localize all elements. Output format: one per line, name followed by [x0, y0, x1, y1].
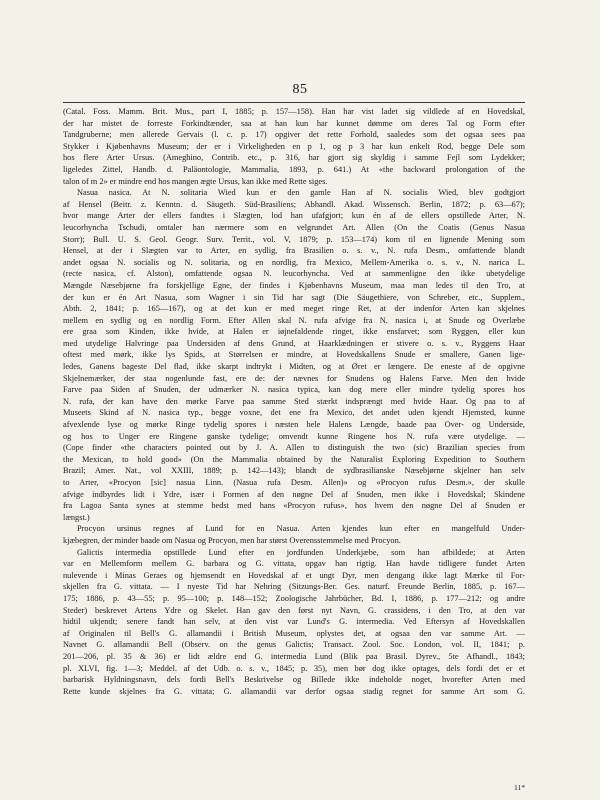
signature-mark: 11*	[514, 783, 526, 792]
text-line: Rette kunde skjelnes fra G. vittata; G. allamandii var derfor ogsaa stadig regnet for samme Art som G.	[63, 686, 525, 696]
text-line: Storr); Bull. U. S. Geol. Geogr. Surv. Territ., vol. V, 1879; p. 153—174) kom til en lignende Mening som	[63, 234, 525, 244]
text-line: Mængde Næsebjørne fra forskjellige Egne, der findes i Kjøbenhavns Museum, maa man ledes til den Tro, at	[63, 280, 525, 290]
text-line: hvor mange Arter der ellers fandtes i Slægten, lod han ufafgjort; kun én af de ellers opstillede Arter, N.	[63, 211, 525, 221]
text-line: var en Mellemform mellem G. barbara og G. vittata, opgav han rigtig. Han havde tidligere fundet Arten	[63, 559, 525, 569]
page-number: 85	[292, 82, 308, 97]
text-line: Steder) beskrevet Artens Ydre og Skelet. Han gav den først nyt Navn, G. crassidens, i den Tro, at den var	[63, 605, 525, 615]
text-line: (recte nasica, cf. Alston), omfattende ogsaa N. leucorhyncha. Ved at sammenligne den ikke ubetydelige	[63, 269, 525, 279]
text-line: 201—206, pl. 35 & 36) er lidt ældre end G. intermedia Lund (Blik paa Brasil. Dyrev., 5te Afhandl., 1843;	[63, 651, 525, 661]
text-line: kjæbegren, der minder baade om Nasua og Procyon, men har størst Overensstemmelse med Procyon.	[63, 535, 401, 545]
text-line: Abth. 2, 1841; p. 165—167), og at det kun er med meget ringe Ret, at der indenfor Arten kan skjelnes	[63, 304, 525, 314]
text-line: længst.)	[63, 512, 90, 522]
text-line: af Hensel (Beitr. z. Kenntn. d. Säugeth. Süd-Brasiliens; Abhandl. Akad. Wissensch. Berlin, 1872; p. 63—67);	[63, 199, 525, 209]
text-line: (Catal. Foss. Mamm. Brit. Mus., part I, 1885; p. 157—158). Han har vist ladet sig vildlede af en Hovedskal,	[63, 107, 525, 116]
text-line: the Mexican, to hold good» (On the Mammalia obtained by the Naturalist Exploring Expedition to Southern	[63, 454, 525, 464]
text-line: og hos to Unger ere Ringene ganske tydelige; omvendt kunne Ringene hos N. rufa være utydelige. —	[63, 431, 525, 441]
text-line: ligeledes Zittel, Handb. d. Paläontologie, Mammalia, 1893, p. 641.) At «the backward prolongation of the	[63, 164, 525, 174]
text-line: fra Lagoa Santa synes at stemme bedst med hans «Procyon rufus», hos hvem den nøgne Del af Snuden er	[63, 501, 525, 511]
text-line: nulevende i Minas Geraes og hjemsendt en Hovedskal af et ungt Dyr, men dengang ikke lagt Mærke til For-	[63, 570, 525, 580]
text-line: leucorhyncha Tschudi, omtaler han nærmere som en velgrundet Art. Allen (On the Coatis (Genus Nasua	[63, 222, 525, 232]
text-line: oftest med mørk, ikke lys Spids, at Størrelsen er mindre, at Hovedskallens Snude er smallere, Ganen lige-	[63, 350, 525, 360]
text-line: afvige indbyrdes lidt i Ydre, især i Formen af den nøgne Del af Snuden, men ikke i Hovedskal; Skindene	[63, 489, 525, 499]
text-line: barbarisk Hyldningsnavn, dels fordi Bell's Beskrivelse og Billede ikke indeholde noget, hvorefter Arten med	[63, 675, 525, 685]
text-line: to Arter, «Procyon [sic] nasua Linn. (Nasua rufa Desm. Allen)» og «Procyon rufus Desm.», der skulle	[63, 478, 525, 487]
text-line: (Cope finder «the characters pointed out by J. A. Allen to distinguish the two (sic) Brazilian species from	[63, 443, 525, 453]
text-line: pl. XLVI, fig. 1—3; Meddel. af det Udb. o. s. v., 1845; p. 35), men bør dog ikke optages, dels fordi det er et	[63, 663, 525, 673]
text-line: 175; 1886, p. 43—55; p. 95—100; p. 148—152; Zoologische Jahrbücher, Bd. I, 1886, p. 177—212; og andre	[63, 593, 525, 603]
text-line: hos flere Arter Ursus. (Ameghino, Contrib. etc., p. 316, har gjort sig skyldig i samme Fejl som Lydekker;	[63, 153, 525, 163]
text-line: N. rufa, der kan have den mørke Farve paa samme Sted stærkt indsprængt med hvide Haar. Og paa to af	[63, 396, 525, 406]
text-line: Tandgruberne; men allerede Gervais (l. c. p. 17) opgiver det rette Forhold, saaledes som det ogsaa sees paa	[63, 130, 525, 140]
text-line: skjellen fra G. vittata. — I nyeste Tid har Nehring (Sitzungs-Ber. Ges. naturf. Freunde Berlin, 1885, p. 167—	[63, 582, 525, 592]
text-line: Galictis intermedia opstillede Lund efter en jordfunden Underkjæbe, som han afbildede; at Arten	[77, 547, 525, 557]
text-line: Skjelnemærker, der staa nogenlunde fast, ere de: der nævnes for Snudens og Halens Farve. Men den hvide	[63, 373, 525, 383]
text-line: Brazil; Amer. Nat., vol XXIII, 1889; p. 142—143); blandt de sydbrasilianske Næsebjørne skjelner han selv	[63, 466, 525, 476]
text-line: af Originalen til Bell's G. allamandii i British Museum, oplystes det, at ogsaa den var samme Art. —	[63, 628, 525, 638]
text-line: Stykker i Kjøbenhavns Museum; der er i Virkeligheden en p 1, og p 3 har kun enkelt Rod, begge Dele som	[63, 141, 525, 151]
text-line: der har mistet de forreste Forkindtænder, saa at han kun har kunnet dømme om deres Tal og Form efter	[63, 118, 525, 128]
text-line: Nasua nasica. At N. solitaria Wied kun er den gamle Han af N. socialis Wied, blev godtgjort	[77, 188, 525, 198]
text-line: ledes, Ganens bageste Del flad, ikke skarpt indtrykt i Midten, og at Øret er længere. De eneste af de opgivne	[63, 362, 525, 372]
text-line: ere graa som Kinden, ikke hvide, at Halen er iøjnefaldende ringet, ikke ensfarvet; som Ryggen, eller kun	[63, 327, 525, 337]
text-line: Museets Skind af N. nasica typ., begge voxne, det ene fra Mexico, det andet uden kjendt Hjemsted, kunne	[63, 408, 525, 418]
text-line: med utydelige Halvringe paa Undersiden af dens Grund, at Haarklædningen er stivere o. s. v., Ryggens Haar	[63, 338, 525, 348]
text-line: afvexlende lyse og mørke Ringe tydelig spores i næsten hele Halens Længde, baade paa Over- og Underside,	[63, 420, 525, 430]
text-line: der kun er én Art Nasua, som Wagner i sin Tid har sagt (Die Säugethiere, von Schreber, etc., Supplem.,	[63, 292, 525, 302]
text-line: Procyon ursinus regnes af Lund for en Nasua. Arten kjendes kun efter en mangelfuld Under-	[77, 524, 525, 534]
text-line: andet ogsaa N. socialis og N. solitaria, og en nordlig, fra Mexico, Mellem-Amerika o. s. v., N. narica L.	[63, 257, 525, 267]
body-text	[63, 106, 525, 697]
text-line: Farve paa Siden af Snuden, der udmærker N. nasica typica, kan dog mere eller mindre tydelig spores hos	[63, 385, 525, 395]
text-line: Hensel, at der i Slægten var to Arter, en sydlig, fra Brasilien o. s. v., N. rufa Desm., omfattende blandt	[63, 246, 525, 256]
text-line: mellem en sydlig og en nordlig Form. Efter Allen skal N. rufa afvige fra N. nasica i, at Snude og Overlæbe	[63, 315, 525, 325]
header-rule	[63, 102, 525, 103]
text-line: hidtil ukjendt; senere fandt han selv, at den vist var Lund's G. intermedia. Ved Eftersyn af Hovedskallen	[63, 617, 525, 627]
text-line: Navnet G. allamandii Bell (Observ. on the genus Galictis; Transact. Zool. Soc. London, vol. II, 1841; p.	[63, 640, 525, 650]
text-line: talon of m 2» er mindre end hos mangen ægte Ursus, kan ikke med Rette siges.	[63, 176, 328, 186]
